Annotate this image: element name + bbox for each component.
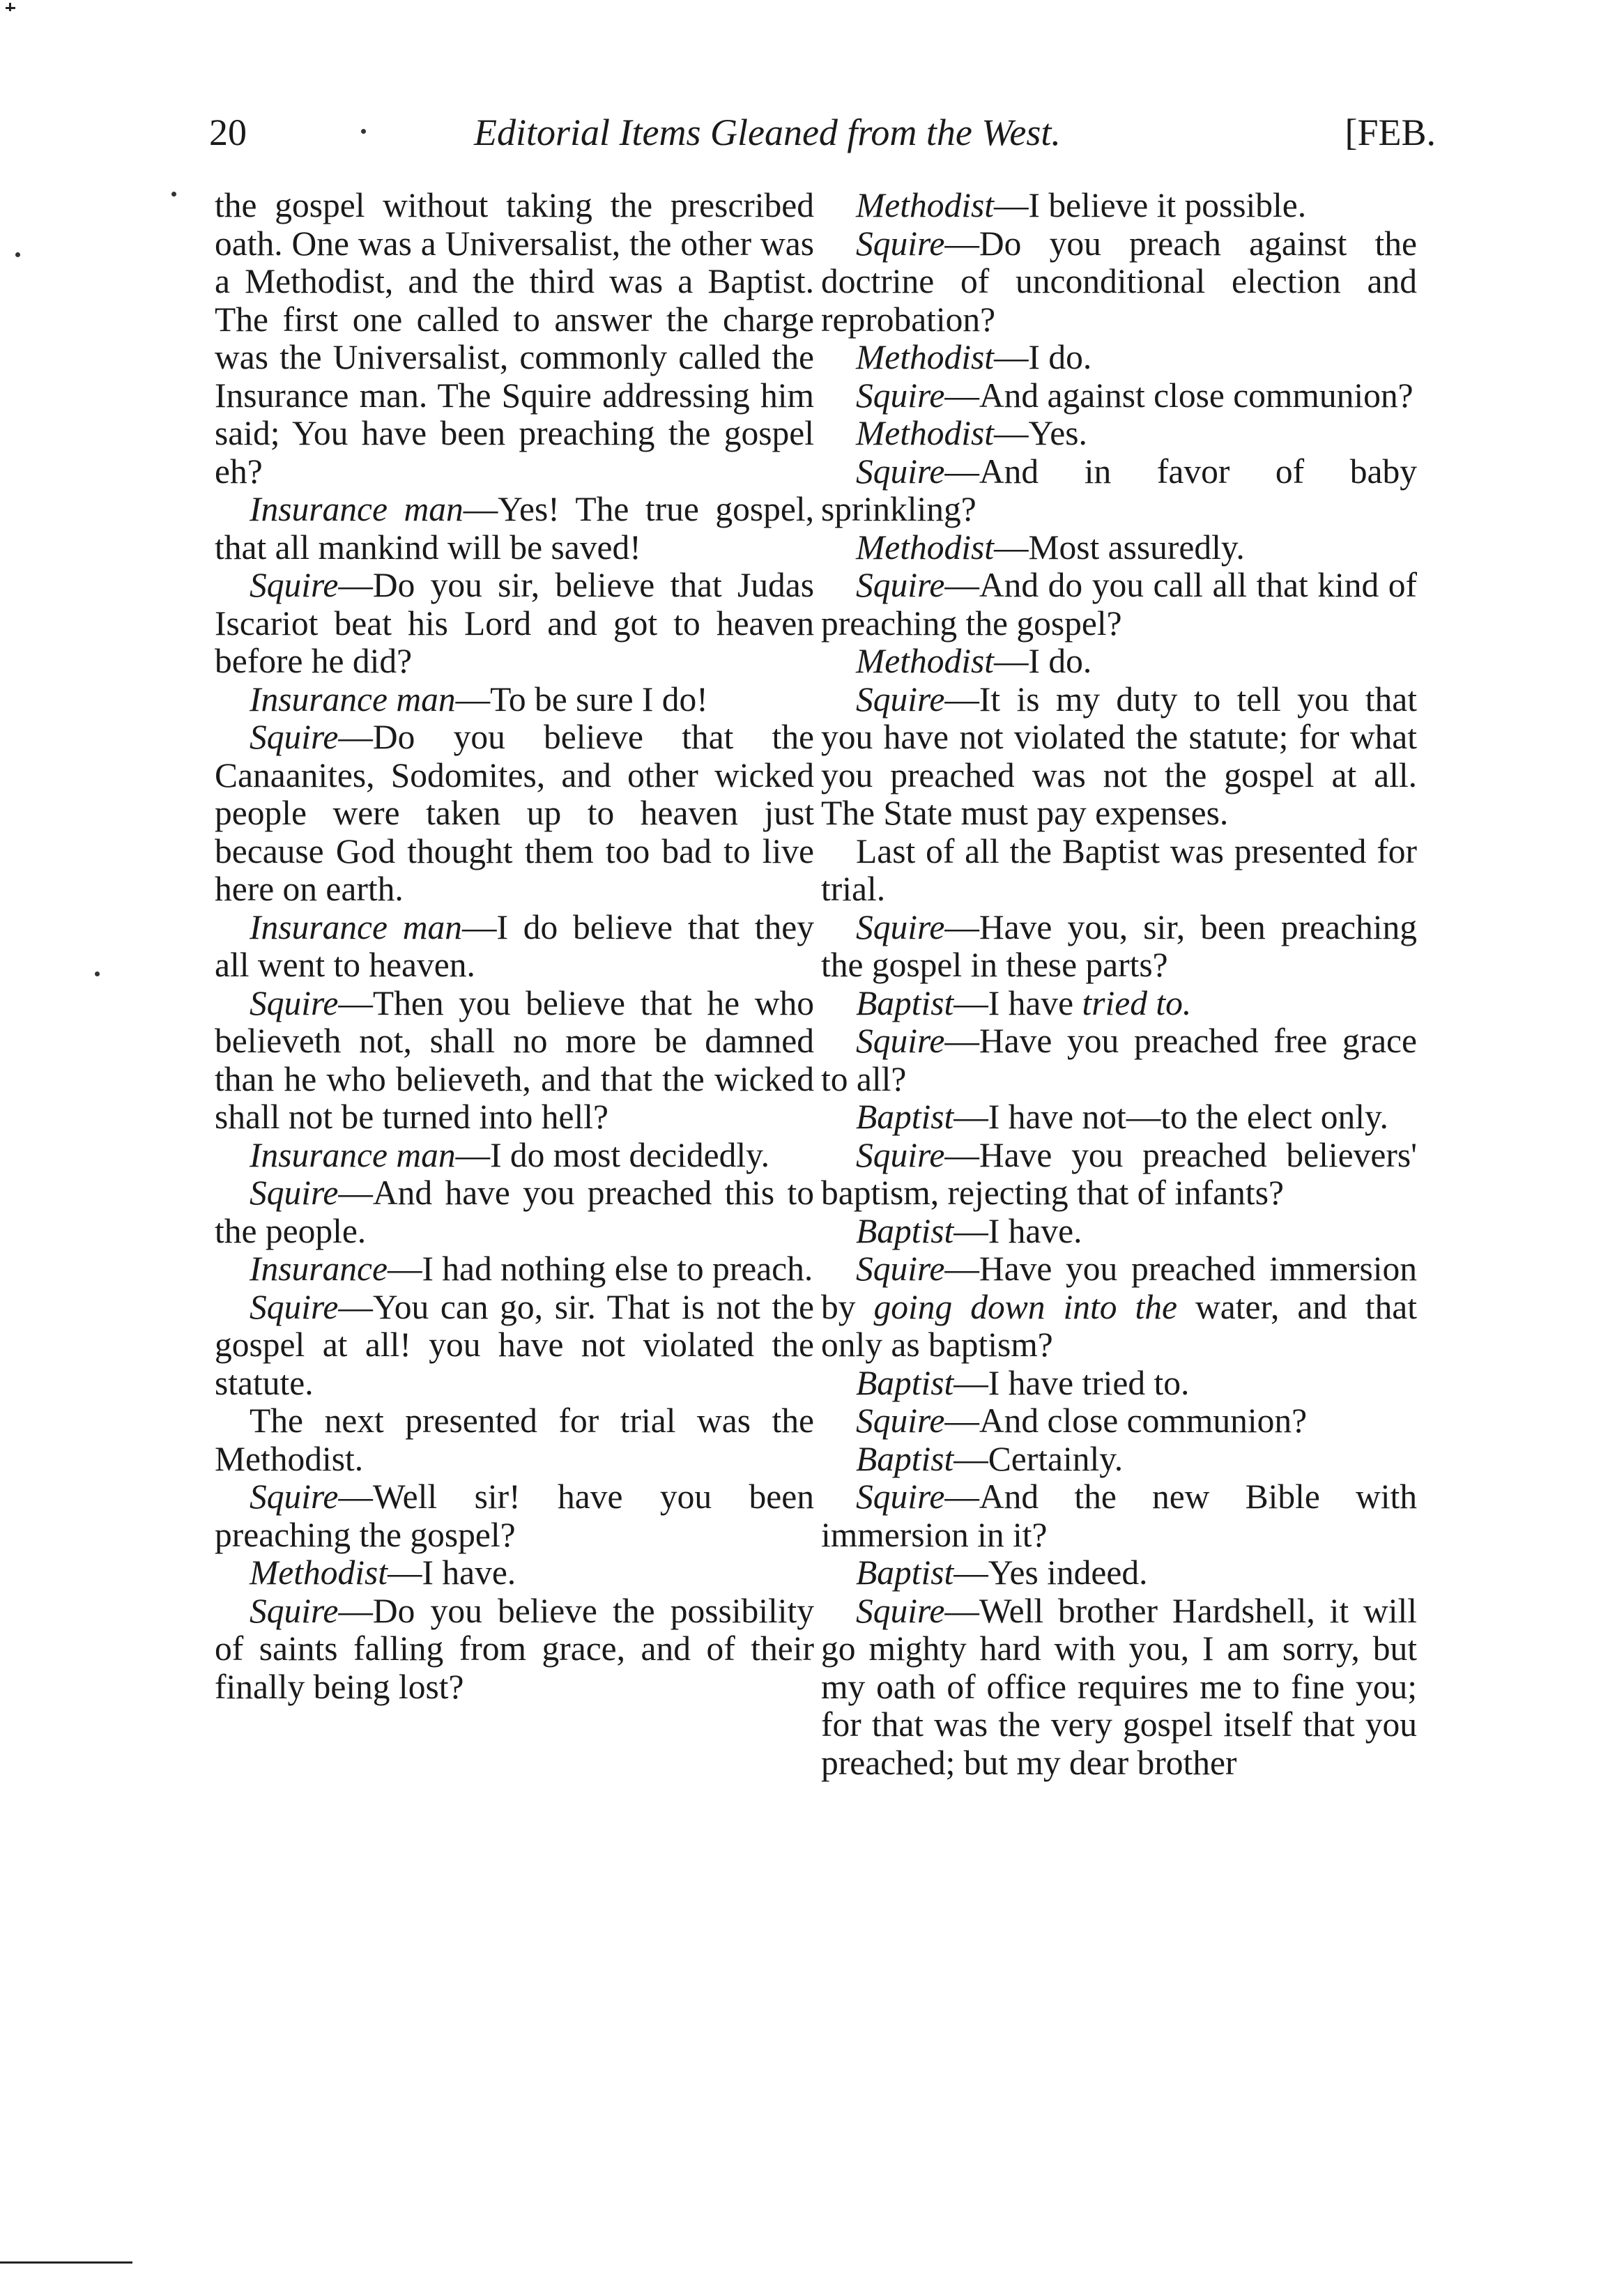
paragraph-text: —I do believe that they all went to heaven. bbox=[215, 907, 814, 984]
speaker-label: Insurance man bbox=[250, 490, 464, 528]
specks bbox=[95, 971, 100, 976]
speaker-label: Squire bbox=[856, 1250, 945, 1288]
paragraph bbox=[821, 1250, 1417, 1365]
paragraph-text: —I have. bbox=[953, 1211, 1082, 1250]
paragraph bbox=[821, 339, 1417, 377]
paragraph bbox=[215, 187, 814, 491]
edge-rule bbox=[0, 2261, 132, 2264]
corner-mark bbox=[9, 3, 11, 11]
paragraph bbox=[821, 225, 1417, 339]
speaker-label: Methodist bbox=[856, 642, 994, 680]
speaker-label: Squire bbox=[856, 376, 945, 415]
paragraph-text: —Yes. bbox=[993, 414, 1087, 452]
speaker-label: Baptist bbox=[856, 983, 954, 1022]
paragraph-text: —Then you believe that he who believeth not, shall no more be damned than he who believeth, and that the wicked shall not be turned into hell? bbox=[215, 983, 814, 1136]
paragraph bbox=[821, 833, 1417, 909]
page-number: 20 bbox=[209, 112, 247, 153]
left-column bbox=[215, 187, 814, 1706]
paragraph-text: —I have not—to the elect only. bbox=[953, 1098, 1388, 1136]
speaker-label: Insurance man bbox=[250, 1135, 456, 1174]
month-label: [FEB. bbox=[1345, 112, 1436, 153]
speaker-label: Methodist bbox=[856, 186, 994, 224]
speaker-label: Baptist bbox=[856, 1098, 954, 1136]
paragraph bbox=[821, 1402, 1417, 1441]
paragraph bbox=[821, 415, 1417, 453]
paragraph-text: —And do you call all that kind of preaching the gospel? bbox=[821, 566, 1417, 643]
speaker-label: Squire bbox=[250, 718, 339, 756]
paragraph bbox=[821, 1478, 1417, 1554]
paragraph bbox=[821, 187, 1417, 225]
paragraph bbox=[215, 719, 814, 909]
emphasis-text: going down into the bbox=[873, 1287, 1177, 1326]
paragraph bbox=[821, 1137, 1417, 1213]
paragraph-text: —Well sir! have you been preaching the gospel? bbox=[215, 1477, 814, 1554]
paragraph bbox=[821, 1365, 1417, 1403]
paragraph bbox=[821, 909, 1417, 985]
paragraph bbox=[821, 453, 1417, 529]
speaker-label: Methodist bbox=[856, 528, 994, 567]
speaker-label: Squire bbox=[250, 983, 339, 1022]
paragraph bbox=[821, 681, 1417, 833]
paragraph-text: —Have you preached believers' baptism, rejecting that of infants? bbox=[821, 1135, 1417, 1212]
paragraph-text: —To be sure I do! bbox=[455, 679, 708, 719]
paragraph-text: —And the new Bible with immersion in it? bbox=[821, 1477, 1417, 1554]
speaker-label: Squire bbox=[856, 452, 945, 491]
speaker-label: Methodist bbox=[856, 414, 994, 452]
paragraph-text: water, and that only as baptism? bbox=[821, 1287, 1418, 1364]
paragraph bbox=[215, 567, 814, 681]
paragraph-text: the gospel without taking the prescribed oath. One was a Universalist, the other was a Methodist, and the third was a Baptist. The first one called to answer the charge was the Universalist, commonly called the Insurance man. The Squire addressing him said; You have been preaching the gospel eh? bbox=[215, 186, 814, 491]
paragraph-text: —I do. bbox=[993, 338, 1092, 376]
speaker-label: Squire bbox=[856, 224, 945, 263]
speaker-label: Insurance man bbox=[250, 679, 456, 719]
paragraph bbox=[821, 1592, 1417, 1783]
paragraph bbox=[821, 529, 1417, 567]
paragraph bbox=[215, 1554, 814, 1592]
paragraph bbox=[821, 377, 1417, 415]
paragraph-text: —I have tried to. bbox=[953, 1363, 1190, 1402]
paragraph-text: —Yes! The true gospel, that all mankind will be saved! bbox=[215, 490, 814, 567]
speaker-label: Baptist bbox=[856, 1553, 954, 1592]
paragraph bbox=[215, 1402, 814, 1478]
specks bbox=[171, 192, 176, 197]
paragraph-text: —Well brother Hardshell, it will go mighty hard with you, I am sorry, but my oath of office requires me to fine you; for that was the very gospel itself that you preached; but my dear brother bbox=[821, 1591, 1417, 1782]
paragraph bbox=[821, 1213, 1417, 1251]
paragraph-text: Last of all the Baptist was presented for trial. bbox=[821, 831, 1417, 908]
paragraph-text: —Have you preached free grace to all? bbox=[821, 1022, 1417, 1098]
paragraph bbox=[821, 1554, 1417, 1592]
speaker-label: Squire bbox=[250, 1287, 339, 1326]
paragraph-text: —And against close communion? bbox=[944, 376, 1414, 415]
paragraph bbox=[215, 1137, 814, 1175]
paragraph-text: The next presented for trial was the Methodist. bbox=[215, 1401, 814, 1478]
speaker-label: Squire bbox=[856, 679, 945, 719]
paragraph-text: —It is my duty to tell you that you have not violated the statute; for what you preached was not the gospel at all. The State must pay expenses. bbox=[821, 679, 1417, 832]
paragraph bbox=[821, 567, 1417, 643]
paragraph-text: —Have you, sir, been preaching the gospel in these parts? bbox=[821, 907, 1417, 984]
paragraph bbox=[215, 909, 814, 985]
paragraph-text: —Certainly. bbox=[953, 1439, 1124, 1478]
speaker-label: Squire bbox=[856, 1477, 945, 1516]
paragraph bbox=[215, 1250, 814, 1289]
speaker-label: Squire bbox=[856, 1591, 945, 1630]
right-column bbox=[821, 187, 1417, 1782]
speaker-label: Squire bbox=[250, 1591, 339, 1630]
speaker-label: Baptist bbox=[856, 1439, 954, 1478]
paragraph bbox=[821, 1022, 1417, 1098]
paragraph bbox=[821, 643, 1417, 681]
speaker-label: Squire bbox=[856, 1022, 945, 1060]
running-title: Editorial Items Gleaned from the West. bbox=[474, 112, 1061, 153]
speaker-label: Insurance bbox=[250, 1250, 388, 1288]
paragraph bbox=[215, 491, 814, 567]
paragraph-text: —I have bbox=[953, 983, 1082, 1022]
paragraph bbox=[821, 985, 1417, 1023]
paragraph-text: —I had nothing else to preach. bbox=[387, 1250, 813, 1288]
paragraph-text: —I do. bbox=[993, 642, 1092, 680]
speaker-label: Squire bbox=[856, 1401, 945, 1440]
speaker-label: Squire bbox=[250, 1477, 339, 1516]
paragraph-text: —Have you preached immersion by bbox=[821, 1250, 1417, 1326]
paragraph-text: —I have. bbox=[387, 1553, 516, 1592]
paragraph bbox=[215, 985, 814, 1137]
speaker-label: Squire bbox=[250, 566, 339, 604]
speaker-label: Baptist bbox=[856, 1211, 954, 1250]
page-header bbox=[209, 108, 1436, 157]
speaker-label: Squire bbox=[856, 907, 945, 946]
speaker-label: Methodist bbox=[856, 338, 994, 376]
specks bbox=[15, 252, 20, 257]
paragraph bbox=[215, 681, 814, 719]
paragraph bbox=[821, 1098, 1417, 1137]
paragraph bbox=[215, 1478, 814, 1554]
paragraph-text: —Do you preach against the doctrine of unconditional election and reprobation? bbox=[821, 224, 1417, 339]
paragraph-text: —Most assuredly. bbox=[993, 528, 1245, 567]
speaker-label: Insurance man bbox=[250, 907, 462, 946]
paragraph-text: —I believe it possible. bbox=[993, 186, 1307, 224]
speaker-label: Squire bbox=[856, 566, 945, 604]
paragraph-text: —You can go, sir. That is not the gospel at all! you have not violated the statute. bbox=[215, 1287, 814, 1402]
paragraph bbox=[215, 1174, 814, 1250]
paragraph-text: —And have you preached this to the people. bbox=[215, 1174, 814, 1250]
paragraph-text: —Do you believe the possibility of saints falling from grace, and of their finally being lost? bbox=[215, 1591, 814, 1706]
paragraph-text: —Do you believe that the Canaanites, Sodomites, and other wicked people were taken up to heaven just because God thought them too bad to live here on earth. bbox=[215, 718, 814, 908]
paragraph bbox=[215, 1289, 814, 1403]
speaker-label: Methodist bbox=[250, 1553, 388, 1592]
emphasis-text: tried to. bbox=[1082, 983, 1192, 1022]
paragraph-text: —I do most decidedly. bbox=[455, 1135, 770, 1174]
paragraph bbox=[821, 1441, 1417, 1479]
paragraph-text: —And in favor of baby sprinkling? bbox=[821, 452, 1417, 528]
paragraph bbox=[215, 1592, 814, 1707]
speaker-label: Baptist bbox=[856, 1363, 954, 1402]
paragraph-text: —Yes indeed. bbox=[953, 1553, 1148, 1592]
paragraph-text: —And close communion? bbox=[944, 1401, 1308, 1440]
speaker-label: Squire bbox=[856, 1135, 945, 1174]
paragraph-text: —Do you sir, believe that Judas Iscariot beat his Lord and got to heaven before he did? bbox=[215, 566, 814, 680]
speaker-label: Squire bbox=[250, 1174, 339, 1212]
